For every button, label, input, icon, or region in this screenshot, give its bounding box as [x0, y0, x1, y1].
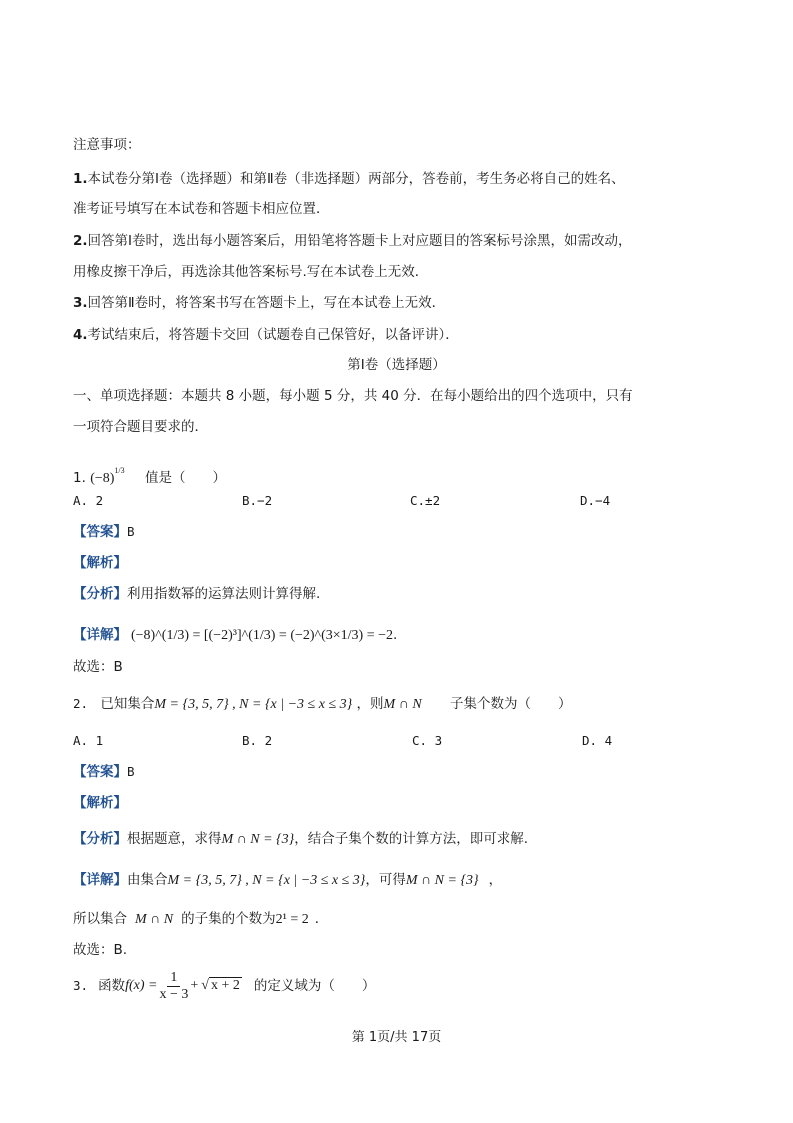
option-b: B.−2	[242, 493, 273, 508]
answer-value: B	[127, 524, 135, 539]
math-expression: $(-8)^{1/3}$	[90, 466, 125, 486]
option-b: B. 2	[242, 733, 273, 748]
notice-item-1	[73, 170, 625, 188]
notice-title: 注意事项：	[73, 137, 141, 153]
question-text: 已知集合	[100, 696, 155, 712]
notice-number: 4.	[73, 327, 88, 343]
notice-number: 3.	[73, 295, 88, 311]
math-expression: M = {3, 5, 7} , N = {x | −3 ≤ x ≤ 3}	[167, 873, 366, 888]
math-expression: f(x) =	[125, 978, 158, 993]
question-1	[73, 462, 226, 488]
punctuation: .	[393, 627, 398, 643]
math-expression: M ∩ N = {3}	[221, 832, 295, 847]
answer-line	[73, 523, 135, 541]
option-a: A. 2	[73, 493, 104, 508]
notice-item-2-cont: 用橡皮擦干净后，再选涂其他答案标号.写在本试卷上无效．	[73, 264, 429, 280]
math-expression: M ∩ N	[135, 912, 174, 927]
option-a: A. 1	[73, 733, 104, 748]
conclusion: 故选：B.	[73, 942, 128, 958]
math-fraction: $\frac{1}{x - 3}$	[159, 969, 189, 1002]
conclusion: 故选：B	[73, 659, 123, 675]
question-text: 子集个数为（ ）	[449, 696, 572, 712]
question-text: 函数	[98, 978, 126, 994]
detail-text: 由集合	[127, 872, 168, 888]
question-2	[73, 695, 571, 714]
question-text: ，则	[356, 696, 384, 712]
notice-text: 考试结束后，将答题卡交回（试题卷自己保管好，以备评讲）．	[87, 327, 459, 343]
notice-item-2	[73, 232, 632, 250]
math-expression: 2¹ = 2	[275, 912, 309, 927]
fenxi-text: 利用指数幂的运算法则计算得解.	[127, 586, 321, 602]
notice-text: 回答第Ⅰ卷时，选出每小题答案后，用铅笔将答题卡上对应题目的答案标号涂黑，如需改动，	[87, 233, 632, 249]
detail-tag: 【详解】	[73, 627, 127, 643]
analysis-tag: 【解析】	[73, 795, 127, 811]
question-number: 3.	[73, 978, 89, 993]
analysis-tag: 【解析】	[73, 555, 127, 571]
fenxi-text: ，结合子集个数的计算方法，即可求解.	[294, 831, 529, 847]
fenxi-text: 根据题意，求得	[127, 831, 222, 847]
fenxi-tag: 【分析】	[73, 586, 127, 602]
math-expression: M = {3, 5, 7} , N = {x | −3 ≤ x ≤ 3}	[154, 697, 353, 712]
part1-instructions-cont: 一项符合题目要求的．	[73, 419, 208, 435]
fenxi-line	[73, 830, 528, 849]
detail-text: ，可得	[365, 872, 406, 888]
notice-number: 1.	[73, 171, 88, 187]
notice-item-3	[73, 294, 445, 312]
question-number: 1.	[73, 470, 86, 486]
question-text: 的定义域为（ ）	[253, 978, 376, 994]
math-expression: M ∩ N = {3}	[405, 873, 479, 888]
detail-tag: 【详解】	[73, 872, 127, 888]
punctuation: ，	[488, 872, 503, 888]
question-text: 值是（ ）	[144, 470, 226, 486]
fenxi-line	[73, 585, 320, 603]
math-expression: (−8)^(1/3) = [(−2)³]^(1/3) = (−2)^(3×1/3) = −2	[131, 628, 394, 643]
detail-line	[73, 626, 397, 645]
option-d: D. 4	[582, 733, 613, 748]
notice-item-4	[73, 326, 459, 344]
page-footer: 第 1页/共 17页	[351, 1030, 442, 1045]
answer-line	[73, 763, 135, 781]
math-sqrt: √ x + 2	[201, 978, 240, 993]
question-number: 2.	[73, 696, 89, 711]
question-3	[73, 966, 375, 1006]
option-c: C.±2	[410, 493, 441, 508]
math-operator: +	[190, 978, 199, 993]
detail-text: 所以集合	[73, 911, 127, 927]
notice-number: 2.	[73, 233, 88, 249]
part1-instructions: 一、单项选择题：本题共 8 小题，每小题 5 分，共 40 分．在每小题给出的四个选项中，只有	[73, 388, 633, 404]
answer-tag: 【答案】	[73, 764, 127, 780]
notice-text: 本试卷分第Ⅰ卷（选择题）和第Ⅱ卷（非选择题）两部分，答卷前，考生务必将自己的姓名、	[87, 171, 625, 187]
answer-value: B	[127, 764, 135, 779]
punctuation: ．	[314, 911, 329, 927]
detail-text: 的子集的个数为	[181, 911, 276, 927]
fenxi-tag: 【分析】	[73, 831, 127, 847]
notice-text: 回答第Ⅱ卷时，将答案书写在答题卡上，写在本试卷上无效．	[87, 295, 446, 311]
notice-item-1-cont: 准考证号填写在本试卷和答题卡相应位置．	[73, 201, 330, 217]
option-c: C. 3	[412, 733, 443, 748]
math-expression: M ∩ N	[383, 697, 422, 712]
section-title: 第Ⅰ卷（选择题）	[347, 357, 446, 373]
option-d: D.−4	[580, 493, 611, 508]
detail-line-2	[73, 910, 328, 929]
detail-line	[73, 871, 502, 890]
answer-tag: 【答案】	[73, 524, 127, 540]
